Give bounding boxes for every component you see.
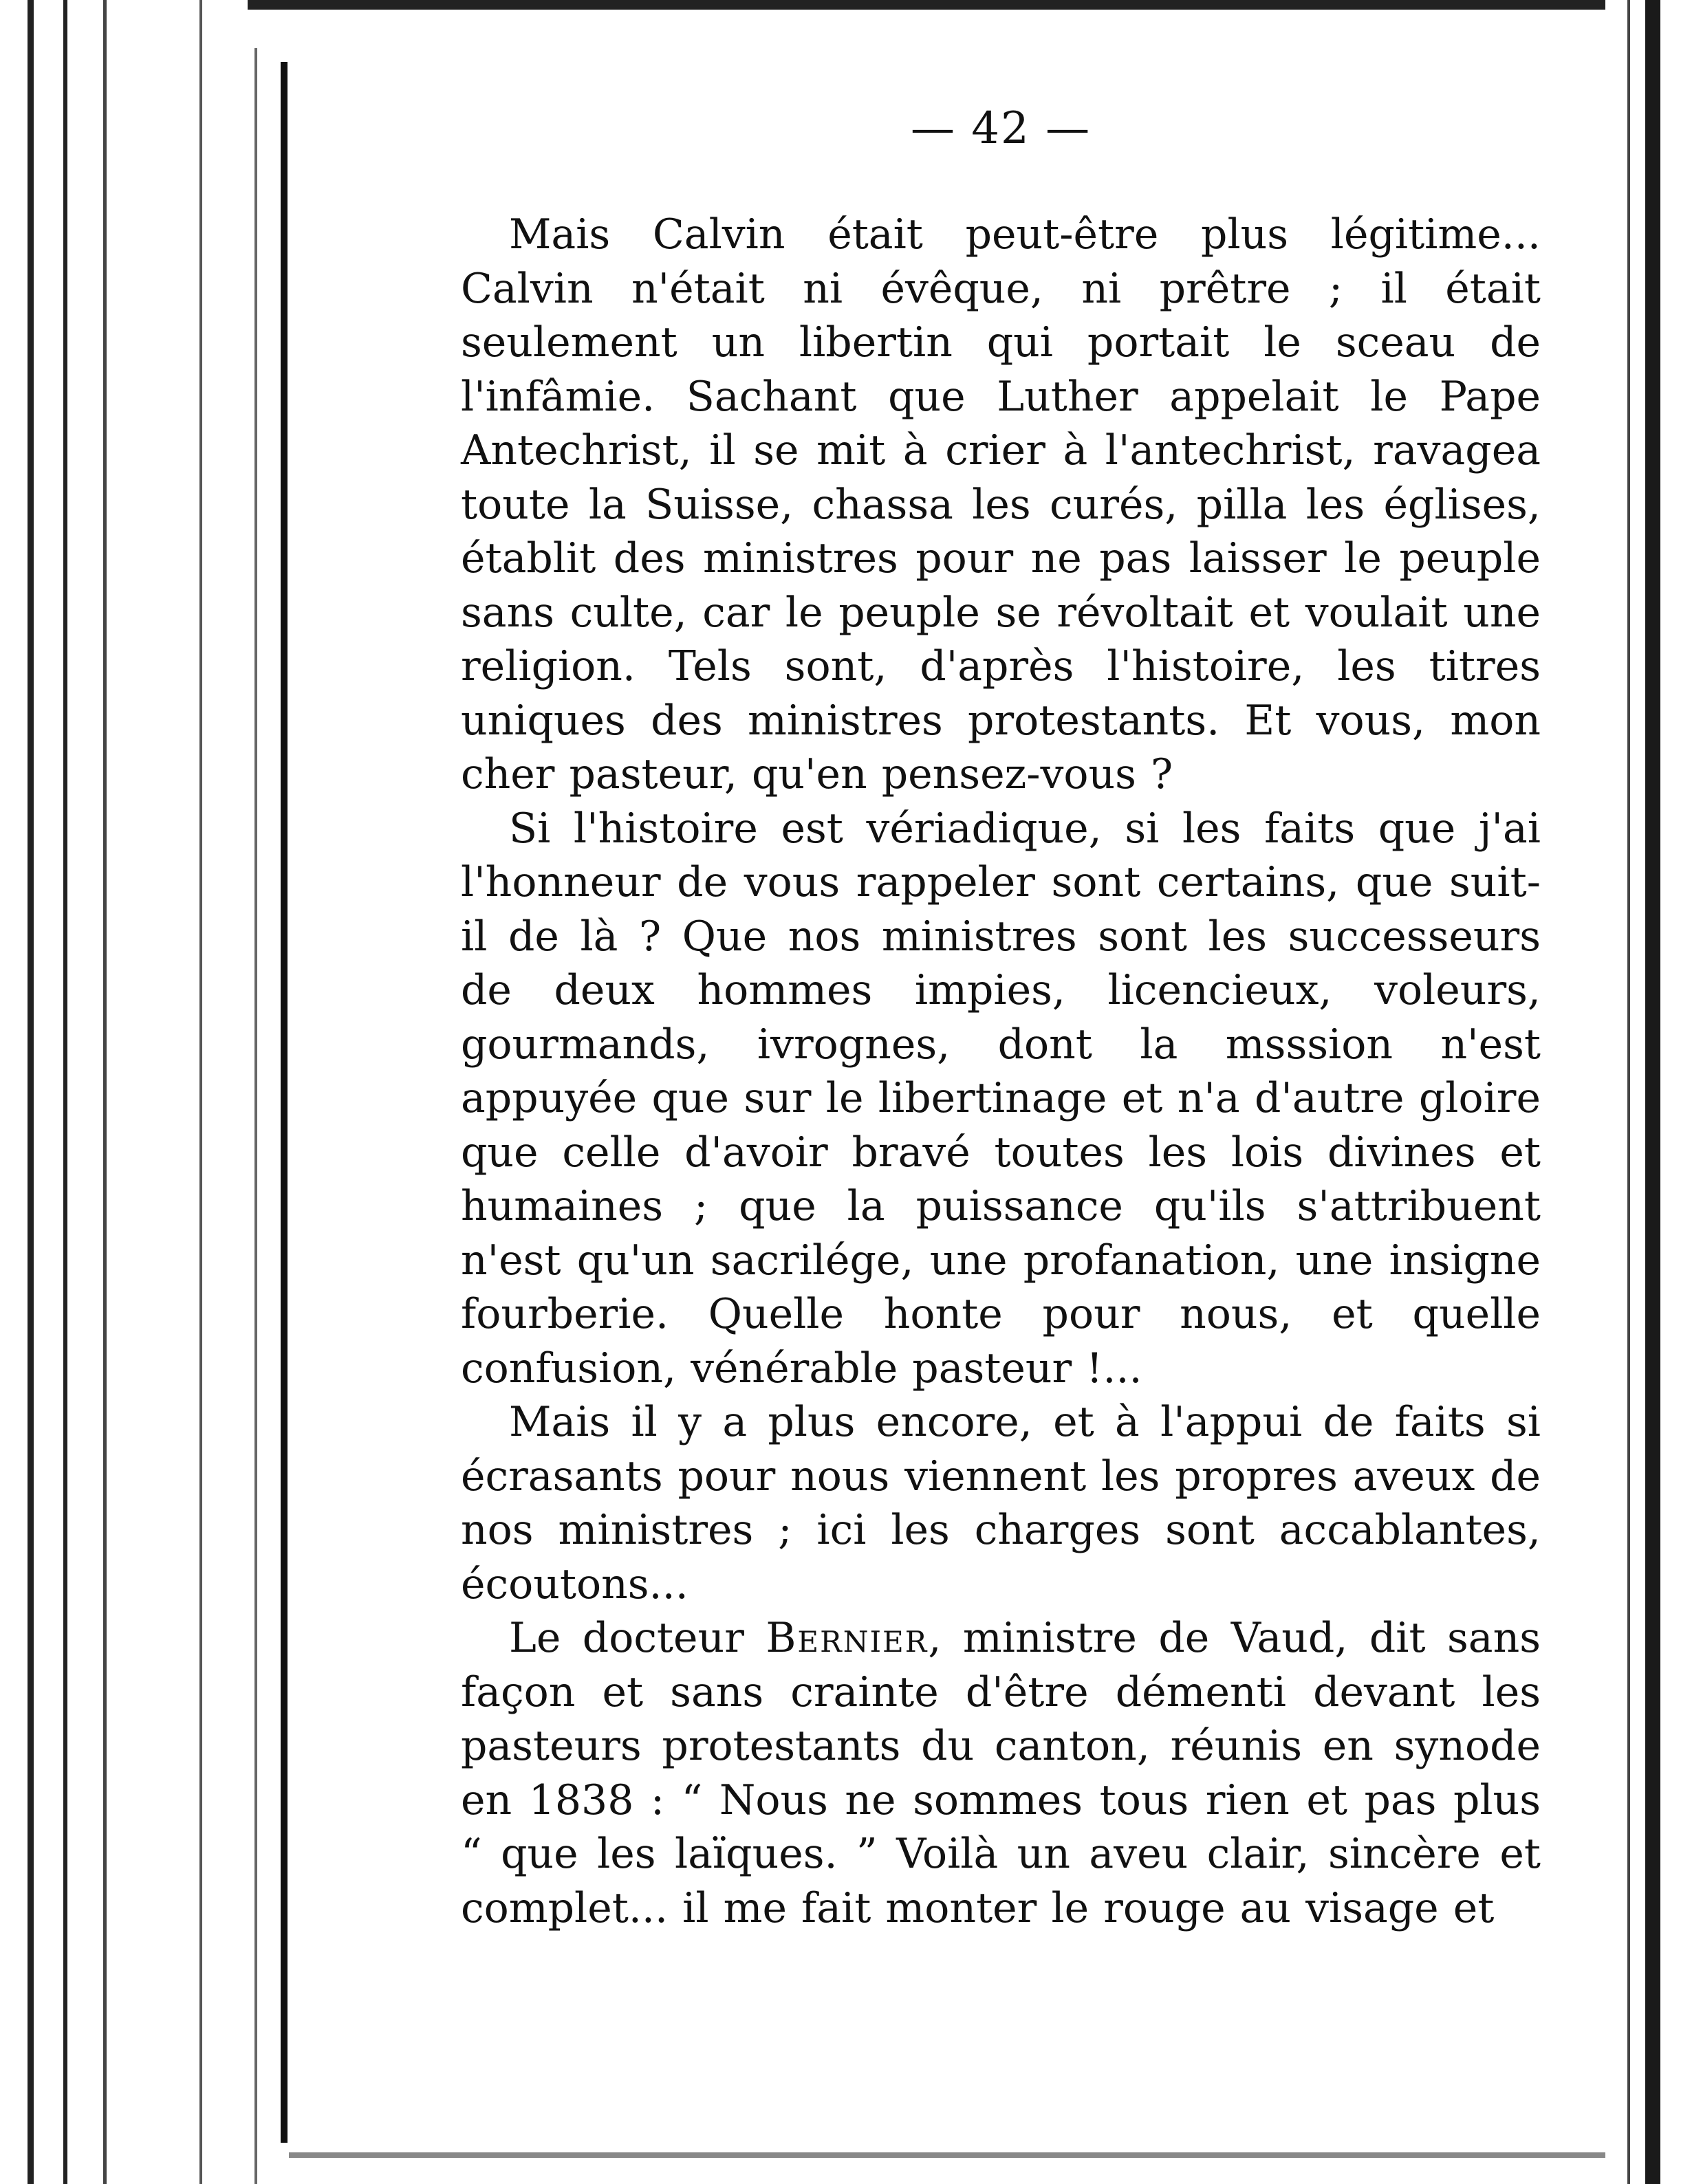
paragraph: Si l'histoire est vériadique, si les faits que j'ai l'honneur de vous rappeler sont certains, que suit-il de là ? Que nos ministres sont les successeurs de deux hommes impies, licencieux, voleurs, gourmands, ivrognes, dont la msssion n'est appuyée que sur le libertinage et n'a d'autre gloire que celle d'avoir bravé toutes les lois divines et humaines ; que la puissance qu'ils s'attribuent n'est qu'un sacrilége, une profanation, une insigne fourberie. Quelle honte pour nous, et quelle confusion, vénérable pasteur !... xyxy=(461,804,1541,1393)
page-edge-left xyxy=(281,62,288,2143)
book-edge-left xyxy=(254,48,257,2184)
book-edge-left xyxy=(199,0,202,2184)
book-page xyxy=(461,103,1541,1935)
book-edge-left xyxy=(28,0,34,2184)
paragraph-lead: Le docteur xyxy=(509,1614,766,1662)
paragraph: Mais il y a plus encore, et à l'appui de faits si écrasants pour nous viennent les propres aveux de nos ministres ; ici les charges sont accablantes, écoutons... xyxy=(461,1398,1541,1608)
person-name: Bernier xyxy=(766,1614,929,1662)
page-number: — 42 — xyxy=(910,103,1092,154)
paragraph: Mais Calvin était peut-être plus légitime... Calvin n'était ni évêque, ni prêtre ; il était seulement un libertin qui portait le sceau de l'infâmie. Sachant que Luther appelait le Pape Antechrist, il se mit à crier à l'antechrist, ravagea toute la Suisse, chassa les curés, pilla les églises, établit des ministres pour ne pas laisser le peuple sans culte, car le peuple se révoltait et voulait une religion. Tels sont, d'après l'histoire, les titres uniques des ministres protestants. Et vous, mon cher pasteur, qu'en pensez-vous ? xyxy=(461,210,1541,798)
page-edge-right xyxy=(1627,0,1630,2184)
page-edge-bottom xyxy=(289,2152,1605,2158)
book-edge-left xyxy=(63,0,67,2184)
book-edge-left xyxy=(103,0,107,2184)
paragraph xyxy=(461,1611,1541,1935)
page-edge-top xyxy=(248,0,1605,10)
page-edge-right xyxy=(1645,0,1660,2184)
paragraph-rest: , ministre de Vaud, dit sans façon et sans crainte d'être démenti devant les pasteurs protestants du canton, réunis en synode en 1838 : “ Nous ne sommes tous rien et pas plus “ que les laïques. ” Voilà un aveu clair, sincère et complet... il me fait monter le rouge au visage et xyxy=(461,1614,1541,1932)
